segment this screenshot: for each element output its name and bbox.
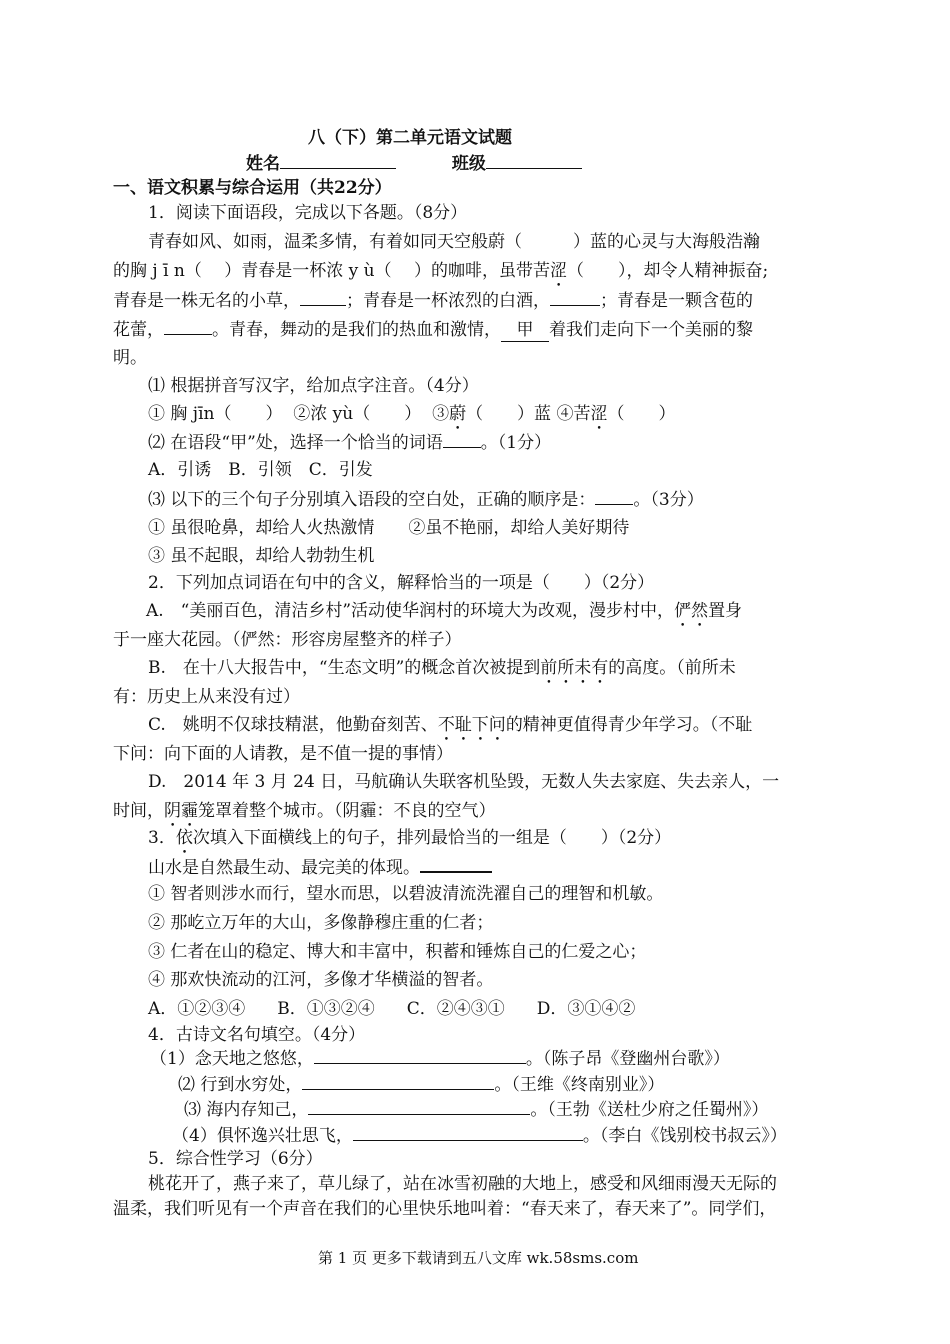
q1-part1-items: ① 胸 jīn（ ） ②浓 yù（ ） ③蔚（ ）蓝 ④苦涩（ ） xyxy=(148,404,676,424)
q3-option-a: A．①②③④ xyxy=(148,999,246,1019)
q2-option-d-line2: 时间，阴霾笼罩着整个城市。（阴霾：不良的空气） xyxy=(113,801,496,821)
q3-option-d: D．③①④② xyxy=(536,999,636,1019)
q3-option-b: B．①③②④ xyxy=(277,999,375,1019)
q1-part3: ⑶ 以下的三个句子分别填入语段的空白处，正确的顺序是： 。（3分） xyxy=(148,490,704,510)
q1-part3-opt1: ① 虽很呛鼻，却给人火热激情 ②虽不艳丽，却给人美好期待 xyxy=(148,518,630,538)
q1-part1: ⑴ 根据拼音写汉字，给加点字注音。（4分） xyxy=(148,376,479,396)
q1-para-line4: 花蕾， 。青春，舞动的是我们的热血和激情， 甲 着我们走向下一个美丽的黎 xyxy=(113,320,753,340)
q4-line-2: ⑵ 行到水穷处， 。（王维《终南别业》） xyxy=(178,1075,665,1095)
blank-3[interactable] xyxy=(164,318,212,335)
q2-option-a-line2: 于一座大花园。（俨然：形容房屋整齐的样子） xyxy=(113,630,462,650)
name-blank[interactable] xyxy=(280,152,396,169)
name-label: 姓名 xyxy=(246,154,280,174)
q2-option-b-line2: 有：历史上从来没有过） xyxy=(113,687,300,707)
class-label: 班级 xyxy=(451,154,486,174)
blank-p3[interactable] xyxy=(595,488,633,505)
q3-options xyxy=(148,998,635,1020)
q3-blank[interactable] xyxy=(420,855,492,873)
q5-stem: 5．综合性学习（6分） xyxy=(148,1149,323,1169)
page-title: 八（下）第二单元语文试题 xyxy=(308,128,512,148)
q4-line-4: （4）俱怀逸兴壮思飞， 。（李白《饯别校书叔云》） xyxy=(172,1126,787,1146)
q2-option-a-line1: A. “美丽百色，清洁乡村”活动使华润村的环境大为改观，漫步村中，俨然置身 xyxy=(146,601,743,621)
blank-p2[interactable] xyxy=(443,431,481,448)
q1-para-line1: 青春如风、如雨，温柔多情，有着如同天空般蔚（ ）蓝的心灵与大海般浩瀚 xyxy=(148,232,760,252)
q4-blank-2[interactable] xyxy=(302,1073,494,1090)
blank-2[interactable] xyxy=(550,289,600,306)
q2-stem: 2．下列加点词语在句中的含义，解释恰当的一项是（ ）（2分） xyxy=(148,573,655,593)
q2-option-d-line1: D. 2014 年 3 月 24 日，马航确认失联客机坠毁，无数人失去家庭、失去亲人，一 xyxy=(148,772,780,792)
page-footer: 第 1 页 更多下载请到五八文库 wk.58sms.com xyxy=(318,1249,639,1267)
q4-line-3: ⑶ 海内存知己， 。（王勃《送杜少府之任蜀州》） xyxy=(184,1100,769,1120)
q3-sentence-3: ③ 仁者在山的稳定、博大和丰富中，积蓄和锤炼自己的仁爱之心； xyxy=(148,942,647,962)
q2-option-b-line1: B. 在十八大报告中，“生态文明”的概念首次被提到前所未有的高度。（前所未 xyxy=(148,658,736,678)
q1-para-line3: 青春是一株无名的小草， ；青春是一杯浓烈的白酒， ；青春是一颗含苞的 xyxy=(113,291,753,311)
q1-part3-opt2: ③ 虽不起眼，却给人勃勃生机 xyxy=(148,546,375,566)
q3-option-c: C．②④③① xyxy=(406,999,505,1019)
blank-jia[interactable]: 甲 xyxy=(501,319,549,342)
class-blank[interactable] xyxy=(486,152,582,169)
q3-sentence-4: ④ 那欢快流动的江河，多像才华横溢的智者。 xyxy=(148,970,494,990)
q4-line-1: （1）念天地之悠悠， 。（陈子昂《登幽州台歌》） xyxy=(150,1049,730,1069)
q1-stem: 1．阅读下面语段，完成以下各题。（8分） xyxy=(148,203,468,223)
q1-para-line5: 明。 xyxy=(113,348,147,368)
q3-sentence-1: ① 智者则涉水而行，望水而思，以碧波清流洗濯自己的理智和机敏。 xyxy=(148,884,664,904)
q4-blank-1[interactable] xyxy=(314,1047,526,1064)
q1-part2: ⑵ 在语段“甲”处，选择一个恰当的词语 。（1分） xyxy=(148,433,552,453)
q4-stem: 4．古诗文名句填空。（4分） xyxy=(148,1025,366,1045)
q3-lead: 山水是自然最生动、最完美的体现。 xyxy=(148,855,492,879)
q3-sentence-2: ② 那屹立万年的大山，多像静穆庄重的仁者； xyxy=(148,913,494,933)
blank-1[interactable] xyxy=(300,289,346,306)
header-fields xyxy=(246,152,582,175)
q3-stem: 3．依次填入下面横线上的句子，排列最恰当的一组是（ ）（2分） xyxy=(148,828,672,848)
q5-para-line1: 桃花开了，燕子来了，草儿绿了，站在冰雪初融的大地上，感受和风细雨漫天无际的 xyxy=(148,1174,777,1194)
q2-option-c-line2: 下问：向下面的人请教，是不值一提的事情） xyxy=(113,744,453,764)
section-heading: 一、语文积累与综合运用（共22分） xyxy=(113,178,392,198)
q2-option-c-line1: C. 姚明不仅球技精湛，他勤奋刻苦、不耻下问的精神更值得青少年学习。（不耻 xyxy=(148,715,753,735)
q1-part2-options: A．引诱 B．引领 C．引发 xyxy=(148,460,373,480)
q4-blank-3[interactable] xyxy=(308,1098,530,1115)
q5-para-line2: 温柔，我们听见有一个声音在我们的心里快乐地叫着：“春天来了，春天来了”。同学们， xyxy=(113,1199,777,1219)
q4-blank-4[interactable] xyxy=(353,1124,583,1141)
q1-para-line2: 的胸 j ī n（ ）青春是一杯浓 y ù（ ）的咖啡，虽带苦涩（ ），却令人精神振奋; xyxy=(113,261,769,281)
